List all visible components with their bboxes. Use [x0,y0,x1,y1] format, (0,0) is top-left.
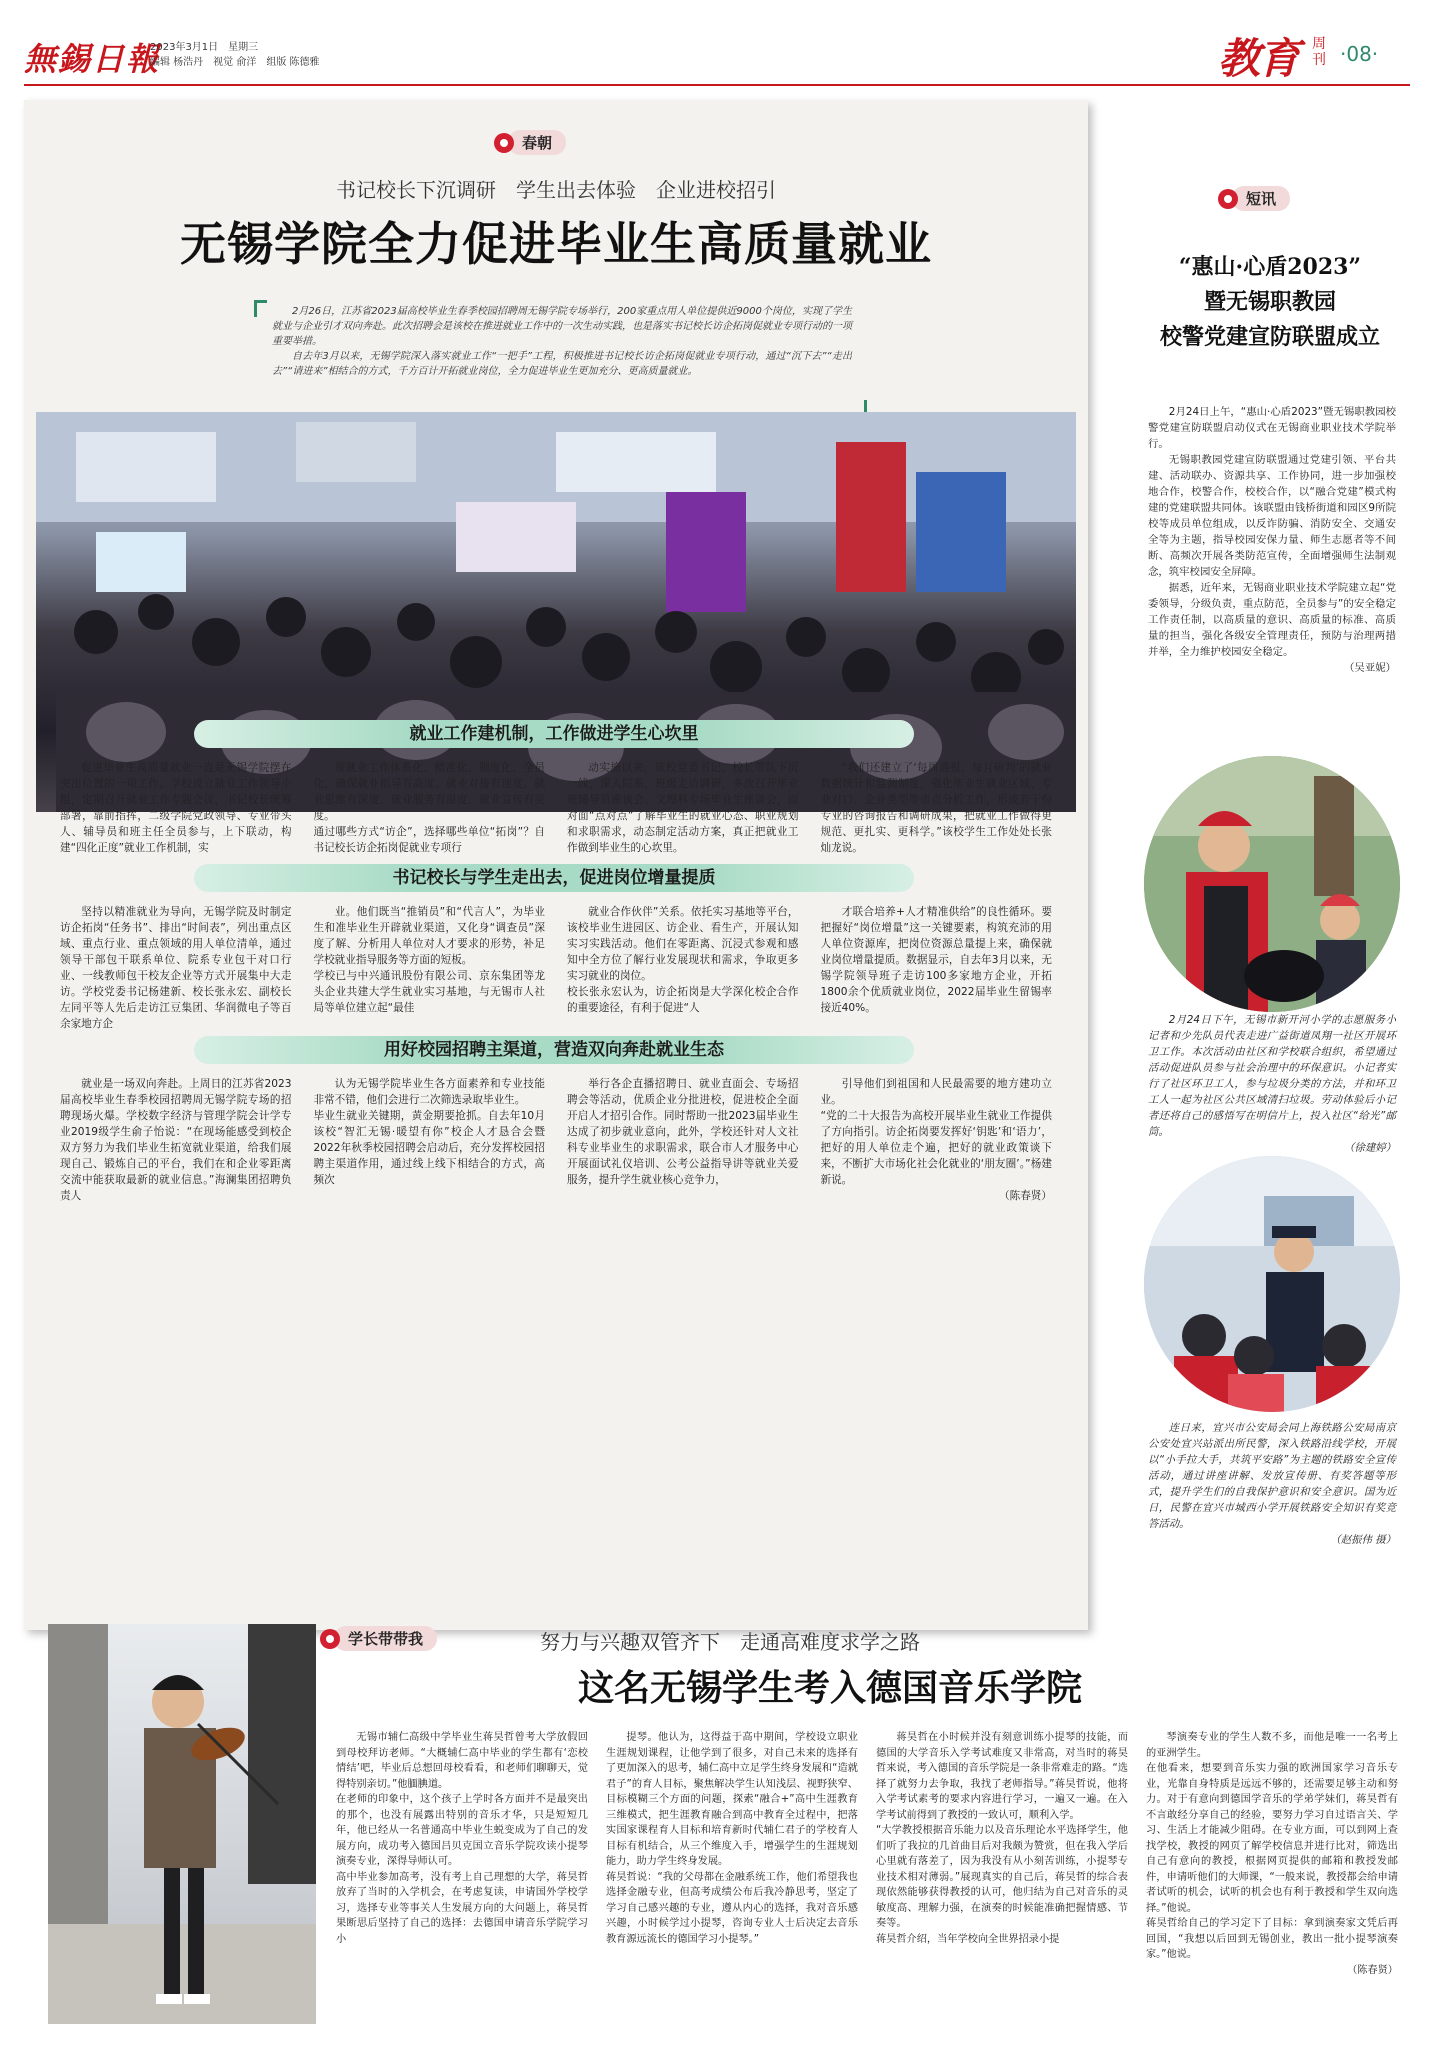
s1-col-4 [821,760,1053,878]
s2-col-1 [60,904,292,1038]
feature-col-1 [336,1730,588,2036]
s2-col-4 [821,904,1053,1038]
feature-col-3-text: 蒋昊哲在小时候并没有刻意训练小提琴的技能，而德国的大学音乐入学考试难度又非常高，对当时的蒋昊哲来说，考入德国的音乐学院是一条非常难走的路。“选择了就努力去争取，我找了老师指导。”蒋昊哲说，他将入学考试素考的要求内容进行学习，一遍又一遍。在入学考试前得到了教授的一致认可，顺利入学。 “大学教授根据音乐能力以及音乐理论水平选择学生，他们听了我拉的几首曲目后对我颇为赞赏，但在我入学后心里就有落差了，因为我没有从小刻苦训练，小提琴专业技术相对薄弱。”展现真实的自己后，蒋昊哲的综合表现依然能够获得教授的认可，他归结为自己对音乐的灵敏度高、理解力强，在演奏的时候能准确把握情感、节奏等。 蒋昊哲介绍，当年学校向全世界招录小提 [876,1732,1128,1945]
lead-tag [494,130,566,155]
feature-tag-label: 学长带带我 [334,1626,437,1651]
section-name: 教育 [1218,34,1299,83]
date-line: 2023年3月1日 星期三 [150,42,259,53]
s3-col-3 [567,1076,799,1244]
tag-dot-icon [1218,189,1238,209]
newspaper-logo: 無錫日報 [24,40,161,78]
s2-col-2 [314,904,546,1038]
s3-col-4-text: 引导他们到祖国和人民最需要的地方建功立业。 “党的二十大报告为高校开展毕业生就业工作提供了方向指引。访企拓岗要发挥好‘钥匙’和‘语力’，把好的用人单位走个遍，把好的就业政策谈下来，不断扩大市场化社会化就业的‘朋友圈’。”杨建新说。 [820,1078,1052,1186]
brief-headline [1120,250,1420,355]
feature-col-1-text: 无锡市辅仁高级中学毕业生蒋昊哲曾考大学放假回到母校拜访老师。“大概辅仁高中毕业的学生都有‘恋校情结’吧，毕业后总想回母校看看，和老师们聊聊天，觉得特别亲切。”他腼腆道。 在老师的印象中，这个孩子上学时各方面并不是最突出的那个，也没有展露出特别的音乐才华，只是短短几年，他已经从一名普通高中毕业生蜕变成为了自己的发展方向，成功考入德国吕贝克国立音乐学院攻读小提琴演奏专业，深得导师认可。 高中毕业参加高考，没有考上自己理想的大学，蒋昊哲放弃了当时的入学机会，在考虑复读，申请国外学校学习，选择专业等事关人生发展方向的大问题上，蒋昊哲果断思后坚持了自己的选择：去德国申请音乐学院学习小 [336,1732,588,1945]
section-banner-1: 就业工作建机制，工作做进学生心坎里 [194,720,914,748]
feature-col-4 [1146,1730,1398,2036]
feature-title: 这名无锡学生考入德国音乐学院 [577,1667,1082,1709]
s3-col-4 [821,1076,1053,1244]
volunteer-photo [1144,756,1400,1012]
feature-col-3 [876,1730,1128,2036]
feature-col-2 [606,1730,858,2036]
s1-col-3 [567,760,799,878]
editor-line: 编辑 杨浩丹 视觉 俞洋 组版 陈德雅 [150,57,320,68]
s1-col-1-text: 促进毕业生高质量就业一直是无锡学院摆在突出位置的一项工作。学校成立就业工作领导小组，定期召开就业工作专题会议，书记校长统筹部署，靠前指挥，二级学院党政领导、专业带头人、辅导员和班主任全员参与，上下联动，构建“四化正度”就业工作机制，实 [60,762,292,854]
lead-tag-label: 春朝 [508,130,566,155]
feature-byline: （陈春贤） [1347,1964,1398,1976]
brief-title-3: 校警党建宣防联盟成立 [1159,324,1380,350]
s2-col-1-text: 坚持以精准就业为导向，无锡学院及时制定访企拓岗“任务书”、排出“时间表”，列出重点区域、重点行业、重点领域的用人单位清单，通过领导干部包干联系单位、院系专业包干对口行业、一线教师包干校友企业等方式开展集中大走访。学校党委书记杨建新、校长张永宏、副校长左同平等人先后走访江豆集团、华润微电子等百余家地方企 [60,906,292,1030]
feature-col-2-text: 提琴。他认为，这得益于高中期间，学校设立职业生涯规划课程，让他学到了很多，对自己未来的选择有了更加深入的思考，辅仁高中立足学生终身发展和“造就君子”的育人目标，聚焦解决学生认知浅层、视野狭窄、目标模糊三个方面的问题，探索“融合+”高中生涯教育三维模式，把生涯教育融合到高中教育全过程中，把落实国家课程育人目标和培育新时代辅仁君子的学校育人目标有机结合，从三个维度入手，增强学生的生涯规划能力，助力学生终身发展。 蒋昊哲说：“我的父母都在金融系统工作，他们希望我也选择金融专业，但高考成绩公布后我冷静思考，坚定了学习自己感兴趣的专业，遵从内心的选择，我对音乐感兴趣，小时候学过小提琴，咨询专业人士后决定去音乐教育源远流长的德国学习小提琴。” [606,1732,858,1945]
section-3-columns [60,1076,1052,1244]
s1-col-2 [314,760,546,878]
brief-p4: 2月24日下午，无锡市新开河小学的志愿服务小记者和少先队员代表走进广益街道凤翔一社区开展环卫工作。本次活动由社区和学校联合组织，希望通过活动促进队员参与社会治理中的环保意识。小记者实行了社区环卫工人，参与垃圾分类的方法，并和环卫工人一起为社区公共区域清扫垃圾。劳动体验后小记者还将自己的感悟写在明信片上，投入社区“给光”邮筒。 [1148,1014,1396,1138]
brief-p3: 据悉，近年来，无锡商业职业技术学院建立起“党委领导，分级负责，重点防范，全员参与”的安全稳定工作责任制，以高质量的意识、高质量的标准、高质量的担当，强化各级安全管理责任，预防与治理两措并举，全力维护校园安全稳定。 [1148,582,1396,658]
lead-intro-p2: 自去年3月以来，无锡学院深入落实就业工作“一把手”工程，积极推进书记校长访企拓岗促就业专项行动，通过“沉下去”“走出去”“请进来”相结合的方式，千方百计开拓就业岗位，全力促进毕业生更加充分、更高质量就业。 [272,351,852,377]
s2-col-3-text: 就业合作伙伴”关系。依托实习基地等平台，该校毕业生进园区、访企业、看生产，开展认知实习实践活动。他们在零距离、沉浸式参观和感知中全方位了解行业发展现状和需求，争取更多实习就业的岗位。 校长张永宏认为，访企拓岗是大学深化校企合作的重要途径，有利于促进“人 [567,906,799,1014]
brief-p2: 无锡职教园党建宣防联盟通过党建引领、平台共建、活动联办、资源共享、工作协同，进一步加强校地合作，校警合作，校校合作，以“融合党建”模式构建的党建联盟共同体。该联盟由钱桥街道和园区9所院校等成员单位组成，以反诈防骗、消防安全、交通安全等为主题，指导校园安保力量、师生志愿者等不间断、高频次开展各类防范宣传，全面增强师生法制观念，筑牢校园安全屏障。 [1148,454,1396,578]
lead-intro-p1: 2月26日，江苏省2023届高校毕业生春季校园招聘周无锡学院专场举行，200家重点用人单位提供近9000个岗位，实现了学生就业与企业引才双向奔赴。此次招聘会是该校在推进就业工作中的一次生动实践，也是落实书记校长访企拓岗促就业专项行动的一项重要举措。 [272,306,852,347]
masthead-rule [24,84,1410,86]
lead-title: 无锡学院全力促进毕业生高质量就业 [180,217,932,271]
brief-tag [1218,186,1290,211]
brief-body-3 [1148,1420,1396,1548]
brief-p5-byline: （赵振伟 摄） [1330,1534,1396,1546]
brief-body-2 [1148,1012,1396,1156]
feature-columns [336,1730,1398,2036]
s2-col-2-text: 业。他们既当“推销员”和“代言人”，为毕业生和准毕业生开辟就业渠道，又化身“调查员”深度了解、分析用人单位对人才要求的形势，补足学校就业指导服务等方面的短板。 学校已与中兴通讯股份有限公司、京东集团等龙头企业共建大学生就业实习基地，与无锡市人社局等单位建立起“最佳 [313,906,545,1014]
s3-col-1 [60,1076,292,1244]
tag-dot-icon [320,1629,340,1649]
violinist-photo [48,1624,316,2024]
s3-col-2 [314,1076,546,1244]
s3-col-1-text: 就业是一场双向奔赴。上周日的江苏省2023届高校毕业生春季校园招聘周无锡学院专场的招聘现场火爆。学校数字经济与管理学院会计学专业2019级学生俞子怡说：“在现场能感受到校企双方努力为我们毕业生拓宽就业渠道，给我们展现自己、锻炼自己的平台，我们在和企业零距离交流中能获取最新的就业信息。”海澜集团招聘负责人 [60,1078,292,1202]
brief-p1: 2月24日上午，“惠山·心盾2023”暨无锡职教园校警党建宣防联盟启动仪式在无锡商业职业技术学院举行。 [1148,406,1396,450]
s2-col-4-text: 才联合培养+人才精准供给”的良性循环。要把握好“岗位增量”这一关键要素，构筑充沛的用人单位资源库，把岗位资源总量提上来，确保就业岗位增量提质。数据显示，自去年3月以来，无锡学院领导班子走访100多家地方企业，开拓1800余个优质就业岗位，2022届毕业生留锡率接近40%。 [820,906,1052,1014]
violinist-photo-drawing [48,1624,316,2024]
job-fair-photo [36,412,1076,812]
section-2-columns [60,904,1052,1038]
job-fair-photo-drawing [36,412,1076,812]
brief-p5: 连日来，宜兴市公安局会同上海铁路公安局南京公安处宜兴站派出所民警，深入铁路沿线学校，开展以“小手拉大手，共筑平安路”为主题的铁路安全宣传活动，通过讲座讲解、发放宣传册、有奖答题等形式，提升学生们的自我保护意识和安全意识。国为近日，民警在宜兴市城西小学开展铁路安全知识有奖竞答活动。 [1148,1422,1396,1530]
volunteer-photo-drawing [1144,756,1400,1012]
police-class-photo-drawing [1144,1156,1400,1412]
masthead [0,0,1434,90]
brief-tag-label: 短讯 [1232,186,1290,211]
s1-col-2-text: 现就业工作体系化、精准化、制度化、全员化，确保就业指导有高度、就业对接有速度、就业思维有深度、就业服务有温度、就业宣传有亮度。 通过哪些方式“访企”，选择哪些单位“拓岗”？自书记校长访企拓岗促就业专项行 [313,762,545,854]
section-banner-3: 用好校园招聘主渠道，营造双向奔赴就业生态 [194,1036,914,1064]
brief-p4-byline: （徐建婷） [1344,1142,1396,1154]
section-banner-2: 书记校长与学生走出去，促进岗位增量提质 [194,864,914,892]
police-class-photo [1144,1156,1400,1412]
lead-subtitle: 书记校长下沉调研 学生出去体验 企业进校招引 [336,178,776,202]
s3-col-2-text: 认为无锡学院毕业生各方面素养和专业技能非常不错，他们会进行二次筛选录取毕业生。 毕业生就业关键期，黄金期要抢抓。自去年10月该校“智汇无锡·暖望有你”校企人才恳合会暨2022年秋季校园招聘会启动后，充分发挥校园招聘主渠道作用，通过线上线下相结合的方式，高频次 [313,1078,545,1186]
section-sub: 周刊 [1312,36,1326,68]
brief-title-1: “惠山·心盾2023” [1178,254,1362,280]
feature-subtitle: 努力与兴趣双管齐下 走通高难度求学之路 [540,1630,920,1654]
feature-tag [320,1626,437,1651]
page-number: ·08· [1340,42,1379,66]
s3-byline: （陈春贤） [999,1190,1052,1202]
brief-title-2: 暨无锡职教园 [1203,289,1336,315]
brief-body-1 [1148,404,1396,676]
s2-col-3 [567,904,799,1038]
s1-col-4-text: “我们还建立了‘每周通报、每月研判’的就业数据统计和监测制度，强化毕业生就业区域、专业对口、企业类型等市点分析工作，形成若干份专业的咨询报告和调研成果，把就业工作做得更规范、更扎实、更科学。”该校学生工作处处长张灿龙说。 [820,762,1052,854]
lead-intro [272,304,852,379]
intro-bracket-left [254,300,267,317]
lead-panel [24,100,1088,1630]
brief-p3-byline: （吴亚妮） [1344,662,1396,674]
section-1-columns [60,760,1052,878]
s1-col-3-text: 动实施以来，该校党委书记、校长带队下沉一线，深入院系，班级走访调研，多次召开毕业班辅导员座谈会、文理科专场毕业生座谈会，面对面“点对点”了解毕业生的就业心态、职业规划和求职需求，动态制定活动方案，真正把就业工作做到毕业生的心坎里。 [567,762,799,854]
s1-col-1 [60,760,292,878]
s3-col-3-text: 举行各企直播招聘日、就业直面会、专场招聘会等活动，优质企业分批进校，促进校企全面开启人才招引合作。同时帮助一批2023届毕业生达成了初步就业意向，此外，学校还针对人文社科专业毕业生的求职需求，联合市人才服务中心开展面试礼仪培训、公考公益指导讲等就业关爱服务，提升学生就业核心竞争力， [567,1078,799,1186]
tag-dot-icon [494,133,514,153]
feature-col-4-text: 琴演奏专业的学生人数不多，而他是唯一一名考上的亚洲学生。 在他看来，想要到音乐实力强的欧洲国家学习音乐专业，光靠自身特质是远远不够的，还需要足够主动和努力。对于有意向到德国学音乐的学弟学妹们，蒋昊哲有不言敢经分享自己的经验，要努力学习自过语言关、学习、生活上才能减少阻碍。在专业方面，可以到网上查找学校，教授的网页了解学校信息并进行比对，筛选出自己有意向的教授，根据网页提供的邮箱和教授发邮件，申请听他们的大师课，“一般来说，教授都会给申请者试听的机会，试听的机会也有利于教授和学生双向选择。”他说。 蒋昊哲给自己的学习定下了目标：拿到演奏家文凭后再回国，“我想以后回到无锡创业，教出一批小提琴演奏家。”他说。 [1146,1732,1398,1960]
